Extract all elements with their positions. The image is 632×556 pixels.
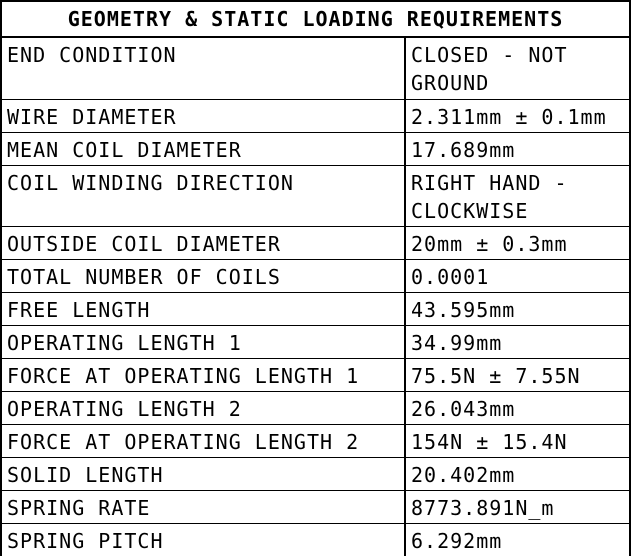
row-label: SOLID LENGTH [2, 457, 405, 490]
table-row [2, 259, 629, 292]
row-value: 34.99mm [405, 325, 629, 358]
row-label: TOTAL NUMBER OF COILS [2, 259, 405, 292]
table-row [2, 325, 629, 358]
row-value: 20mm ± 0.3mm [405, 226, 629, 259]
row-value: 26.043mm [405, 391, 629, 424]
row-value: 0.0001 [405, 259, 629, 292]
requirements-table-body [2, 38, 629, 556]
row-value: 17.689mm [405, 132, 629, 165]
row-label: FORCE AT OPERATING LENGTH 1 [2, 358, 405, 391]
table-row [2, 292, 629, 325]
row-value: CLOSED - NOT GROUND [411, 43, 568, 95]
row-value: 6.292mm [405, 523, 629, 556]
table-row [2, 457, 629, 490]
row-value: 75.5N ± 7.55N [405, 358, 629, 391]
row-label: MEAN COIL DIAMETER [2, 132, 405, 165]
table-row [2, 99, 629, 132]
row-label: FREE LENGTH [2, 292, 405, 325]
table-row [2, 490, 629, 523]
table-row [2, 424, 629, 457]
requirements-table [2, 38, 629, 556]
row-value: 2.311mm ± 0.1mm [405, 99, 629, 132]
row-label: END CONDITION [2, 38, 405, 99]
row-value: RIGHT HAND - CLOCKWISE [405, 165, 629, 226]
row-label: OUTSIDE COIL DIAMETER [2, 226, 405, 259]
row-label: OPERATING LENGTH 1 [2, 325, 405, 358]
table-row [2, 132, 629, 165]
table-row [2, 226, 629, 259]
row-label: SPRING RATE [2, 490, 405, 523]
row-label: SPRING PITCH [2, 523, 405, 556]
table-row [2, 358, 629, 391]
table-row [2, 523, 629, 556]
row-value: 20.402mm [405, 457, 629, 490]
row-label: FORCE AT OPERATING LENGTH 2 [2, 424, 405, 457]
row-value: 8773.891N_m [405, 490, 629, 523]
row-value: 154N ± 15.4N [405, 424, 629, 457]
row-label: COIL WINDING DIRECTION [2, 165, 405, 226]
row-label: OPERATING LENGTH 2 [2, 391, 405, 424]
row-label: WIRE DIAMETER [2, 99, 405, 132]
table-row [2, 391, 629, 424]
table-row [2, 38, 629, 99]
table-row [2, 165, 629, 226]
table-title: GEOMETRY & STATIC LOADING REQUIREMENTS [2, 2, 629, 38]
row-value: 43.595mm [405, 292, 629, 325]
